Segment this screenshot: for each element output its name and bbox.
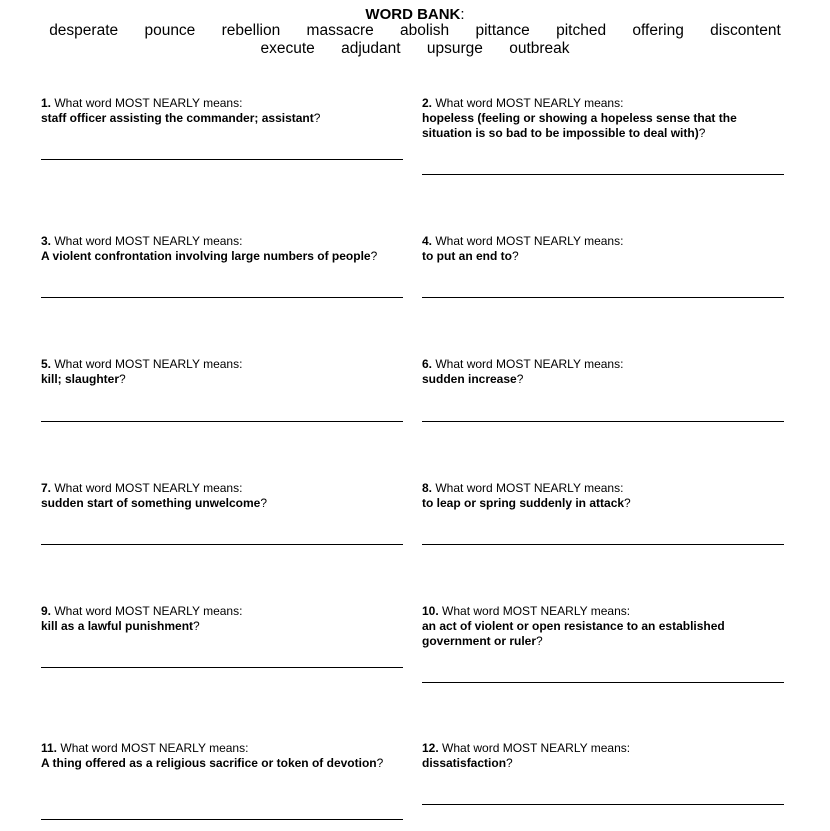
question-prompt: What word MOST NEARLY means:: [54, 234, 243, 248]
word-bank-word: pounce: [144, 22, 196, 39]
question-12: [422, 741, 784, 771]
question-5: [41, 357, 403, 387]
answer-line-6[interactable]: [422, 421, 784, 422]
question-11: [41, 741, 403, 771]
answer-line-1[interactable]: [41, 159, 403, 160]
question-number: 10.: [422, 604, 439, 618]
question-definition: to leap or spring suddenly in attack: [422, 496, 625, 510]
answer-line-4[interactable]: [422, 297, 784, 298]
word-bank-word: upsurge: [426, 40, 483, 57]
word-bank-title-text: WORD BANK: [365, 6, 461, 23]
question-prompt: What word MOST NEARLY means:: [60, 741, 249, 755]
question-mark: ?: [698, 126, 706, 140]
question-prompt: What word MOST NEARLY means:: [435, 234, 624, 248]
question-mark: ?: [516, 372, 524, 386]
word-bank-word: abolish: [400, 22, 450, 39]
word-bank-word: offering: [632, 22, 684, 39]
question-number: 5.: [41, 357, 52, 371]
question-prompt: What word MOST NEARLY means:: [54, 357, 243, 371]
question-mark: ?: [260, 496, 268, 510]
question-mark: ?: [506, 756, 513, 770]
question-mark: ?: [511, 249, 519, 263]
question-3: [41, 234, 403, 264]
word-bank-word: execute: [260, 40, 315, 57]
answer-line-10[interactable]: [422, 682, 784, 683]
question-number: 12.: [422, 741, 439, 755]
word-bank-word: adjudant: [341, 40, 401, 57]
question-number: 6.: [422, 357, 433, 371]
question-prompt: What word MOST NEARLY means:: [435, 96, 624, 110]
word-bank-word: pitched: [556, 22, 607, 39]
question-number: 3.: [41, 234, 52, 248]
question-number: 11.: [41, 741, 58, 755]
word-bank-word: pittance: [475, 22, 530, 39]
question-definition: A thing offered as a religious sacrifice or token of devotion: [41, 756, 377, 770]
question-definition: dissatisfaction: [422, 756, 507, 770]
question-mark: ?: [193, 619, 200, 633]
word-bank-row-2: [0, 40, 830, 58]
word-bank-word: massacre: [306, 22, 374, 39]
word-bank-word: outbreak: [509, 40, 570, 57]
question-6: [422, 357, 784, 387]
question-4: [422, 234, 784, 264]
word-bank-word: rebellion: [221, 22, 281, 39]
answer-line-2[interactable]: [422, 174, 784, 175]
answer-line-12[interactable]: [422, 804, 784, 805]
question-mark: ?: [119, 372, 126, 386]
word-bank-title: [0, 6, 830, 23]
question-definition: to put an end to: [422, 249, 512, 263]
question-mark: ?: [376, 756, 384, 770]
question-prompt: What word MOST NEARLY means:: [54, 481, 243, 495]
question-prompt: What word MOST NEARLY means:: [54, 604, 243, 618]
word-bank-row-1: [0, 22, 830, 40]
question-mark: ?: [313, 111, 321, 125]
word-bank-word: desperate: [49, 22, 119, 39]
question-mark: ?: [370, 249, 378, 263]
word-bank-title-colon: :: [460, 6, 465, 23]
question-9: [41, 604, 403, 634]
question-definition: kill as a lawful punishment: [41, 619, 194, 633]
question-prompt: What word MOST NEARLY means:: [442, 741, 631, 755]
answer-line-5[interactable]: [41, 421, 403, 422]
answer-line-7[interactable]: [41, 544, 403, 545]
question-number: 9.: [41, 604, 52, 618]
question-number: 7.: [41, 481, 52, 495]
question-prompt: What word MOST NEARLY means:: [54, 96, 243, 110]
answer-line-9[interactable]: [41, 667, 403, 668]
answer-line-3[interactable]: [41, 297, 403, 298]
question-definition: kill; slaughter: [41, 372, 120, 386]
question-prompt: What word MOST NEARLY means:: [442, 604, 631, 618]
question-definition: sudden start of something unwelcome: [41, 496, 261, 510]
question-definition: sudden increase: [422, 372, 517, 386]
word-bank-word: discontent: [710, 22, 781, 39]
question-7: [41, 481, 403, 511]
question-number: 8.: [422, 481, 433, 495]
question-10: [422, 604, 784, 649]
question-definition: hopeless (feeling or showing a hopeless sense that the situation is so bad to be impossible to deal with): [422, 111, 737, 140]
question-number: 1.: [41, 96, 52, 110]
answer-line-8[interactable]: [422, 544, 784, 545]
question-prompt: What word MOST NEARLY means:: [435, 481, 624, 495]
question-mark: ?: [624, 496, 631, 510]
question-number: 2.: [422, 96, 433, 110]
question-1: [41, 96, 403, 126]
question-number: 4.: [422, 234, 433, 248]
question-mark: ?: [536, 634, 543, 648]
answer-line-11[interactable]: [41, 819, 403, 820]
question-definition: A violent confrontation involving large numbers of people: [41, 249, 371, 263]
question-prompt: What word MOST NEARLY means:: [435, 357, 624, 371]
question-definition: staff officer assisting the commander; assistant: [41, 111, 314, 125]
question-2: [422, 96, 784, 141]
question-definition: an act of violent or open resistance to an established government or ruler: [422, 619, 725, 648]
question-8: [422, 481, 784, 511]
